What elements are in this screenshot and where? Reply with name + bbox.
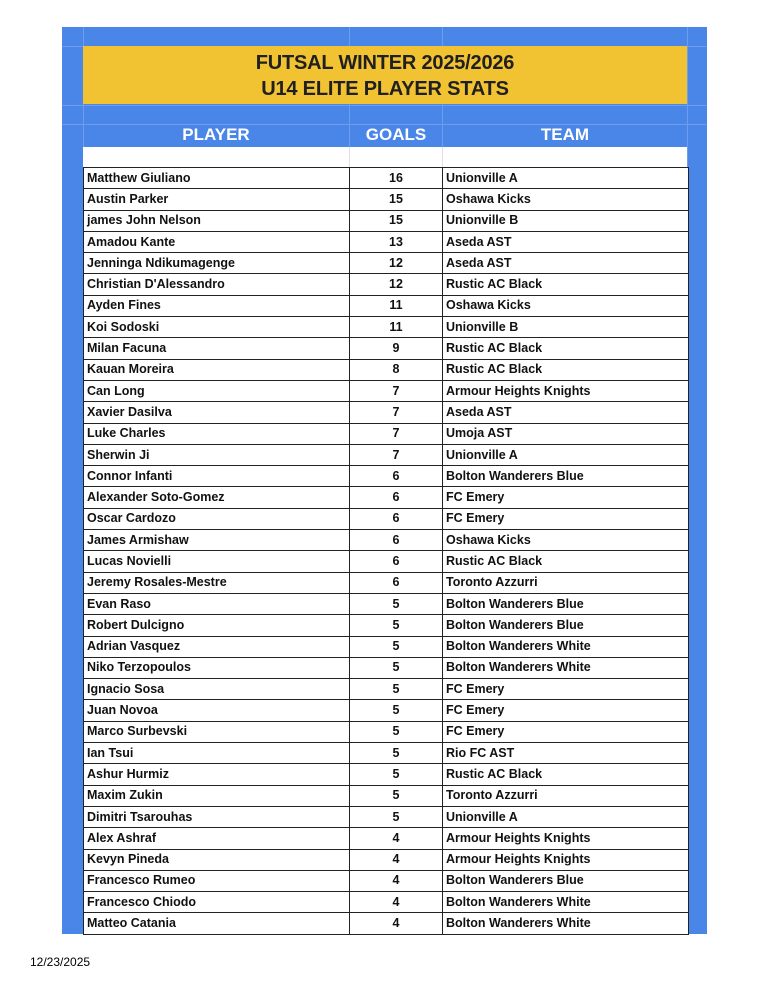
table-row (84, 530, 689, 551)
player-cell: Juan Novoa (84, 700, 350, 721)
goals-cell: 15 (350, 189, 443, 210)
goals-cell: 6 (350, 508, 443, 529)
team-cell: Aseda AST (443, 253, 689, 274)
goals-cell: 12 (350, 274, 443, 295)
player-cell: Adrian Vasquez (84, 636, 350, 657)
team-cell: Rustic AC Black (443, 764, 689, 785)
goals-cell: 11 (350, 317, 443, 338)
team-cell: Rustic AC Black (443, 338, 689, 359)
table-row (84, 487, 689, 508)
goals-cell: 4 (350, 913, 443, 934)
grid-line (62, 105, 707, 106)
team-cell: FC Emery (443, 508, 689, 529)
team-cell: Armour Heights Knights (443, 380, 689, 401)
goals-cell: 6 (350, 572, 443, 593)
goals-cell: 15 (350, 210, 443, 231)
table-row (84, 338, 689, 359)
player-cell: Austin Parker (84, 189, 350, 210)
table-row (84, 700, 689, 721)
table-row (84, 615, 689, 636)
team-cell: Bolton Wanderers White (443, 913, 689, 934)
player-cell: Kauan Moreira (84, 359, 350, 380)
table-row (84, 380, 689, 401)
goals-cell: 7 (350, 444, 443, 465)
goals-cell: 5 (350, 657, 443, 678)
team-cell: FC Emery (443, 487, 689, 508)
table-row (84, 743, 689, 764)
table-row (84, 402, 689, 423)
team-cell: Rustic AC Black (443, 359, 689, 380)
team-cell: Armour Heights Knights (443, 828, 689, 849)
player-cell: James Armishaw (84, 530, 350, 551)
player-cell: Matteo Catania (84, 913, 350, 934)
goals-cell: 16 (350, 168, 443, 189)
team-cell: Toronto Azzurri (443, 785, 689, 806)
table-row (84, 551, 689, 572)
title-line-1: FUTSAL WINTER 2025/2026 (255, 52, 515, 74)
table-row (84, 168, 689, 189)
table-row (84, 466, 689, 487)
goals-cell: 5 (350, 679, 443, 700)
table-row (84, 785, 689, 806)
table-row (84, 849, 689, 870)
team-cell: Unionville B (443, 317, 689, 338)
player-cell: Can Long (84, 380, 350, 401)
print-date: 12/23/2025 (30, 955, 91, 969)
player-cell: Oscar Cardozo (84, 508, 350, 529)
player-cell: Alexander Soto-Gomez (84, 487, 350, 508)
team-cell: Aseda AST (443, 402, 689, 423)
player-cell: Francesco Rumeo (84, 870, 350, 891)
goals-cell: 6 (350, 530, 443, 551)
goals-cell: 6 (350, 487, 443, 508)
player-cell: Connor Infanti (84, 466, 350, 487)
table-row (84, 295, 689, 316)
player-cell: Xavier Dasilva (84, 402, 350, 423)
goals-cell: 5 (350, 785, 443, 806)
header-goals: GOALS (365, 125, 427, 144)
team-cell: FC Emery (443, 679, 689, 700)
team-cell: Aseda AST (443, 231, 689, 252)
table-row (84, 636, 689, 657)
player-cell: Sherwin Ji (84, 444, 350, 465)
goals-cell: 5 (350, 721, 443, 742)
table-row (84, 593, 689, 614)
goals-cell: 7 (350, 423, 443, 444)
team-cell: Bolton Wanderers Blue (443, 870, 689, 891)
goals-cell: 5 (350, 615, 443, 636)
team-cell: Toronto Azzurri (443, 572, 689, 593)
goals-cell: 5 (350, 700, 443, 721)
player-cell: Alex Ashraf (84, 828, 350, 849)
player-cell: Matthew Giuliano (84, 168, 350, 189)
header-team: TEAM (540, 125, 590, 144)
goals-cell: 4 (350, 892, 443, 913)
player-cell: Lucas Novielli (84, 551, 350, 572)
player-cell: Ignacio Sosa (84, 679, 350, 700)
team-cell: FC Emery (443, 721, 689, 742)
team-cell: Rustic AC Black (443, 274, 689, 295)
table-row (84, 913, 689, 934)
goals-cell: 5 (350, 764, 443, 785)
table-row (84, 423, 689, 444)
spreadsheet-page (62, 27, 707, 934)
goals-cell: 6 (350, 551, 443, 572)
player-cell: Robert Dulcigno (84, 615, 350, 636)
player-cell: Luke Charles (84, 423, 350, 444)
team-cell: Bolton Wanderers White (443, 892, 689, 913)
team-cell: Oshawa Kicks (443, 530, 689, 551)
team-cell: Oshawa Kicks (443, 189, 689, 210)
table-row (84, 870, 689, 891)
table-row (84, 572, 689, 593)
table-row (84, 679, 689, 700)
table-row (84, 253, 689, 274)
player-cell: Jenninga Ndikumagenge (84, 253, 350, 274)
team-cell: Umoja AST (443, 423, 689, 444)
header-player: PLAYER (182, 125, 250, 144)
table-row (84, 274, 689, 295)
player-cell: Dimitri Tsarouhas (84, 806, 350, 827)
team-cell: Unionville A (443, 444, 689, 465)
table-row (84, 508, 689, 529)
player-stats-table (83, 167, 689, 935)
team-cell: Unionville A (443, 168, 689, 189)
player-cell: Maxim Zukin (84, 785, 350, 806)
goals-cell: 4 (350, 849, 443, 870)
team-cell: Unionville B (443, 210, 689, 231)
table-row (84, 892, 689, 913)
team-cell: Armour Heights Knights (443, 849, 689, 870)
goals-cell: 5 (350, 743, 443, 764)
player-cell: Koi Sodoski (84, 317, 350, 338)
team-cell: Unionville A (443, 806, 689, 827)
goals-cell: 7 (350, 402, 443, 423)
table-row (84, 189, 689, 210)
blank-row (83, 147, 687, 167)
table-row (84, 444, 689, 465)
player-cell: Niko Terzopoulos (84, 657, 350, 678)
player-cell: Milan Facuna (84, 338, 350, 359)
title-line-2: U14 ELITE PLAYER STATS (261, 78, 509, 100)
table-row (84, 806, 689, 827)
goals-cell: 5 (350, 806, 443, 827)
player-cell: Kevyn Pineda (84, 849, 350, 870)
table-row (84, 231, 689, 252)
table-row (84, 828, 689, 849)
player-cell: Ashur Hurmiz (84, 764, 350, 785)
goals-cell: 9 (350, 338, 443, 359)
goals-cell: 5 (350, 636, 443, 657)
player-cell: Marco Surbevski (84, 721, 350, 742)
team-cell: Bolton Wanderers Blue (443, 593, 689, 614)
team-cell: Bolton Wanderers Blue (443, 466, 689, 487)
player-cell: Christian D'Alessandro (84, 274, 350, 295)
player-cell: Evan Raso (84, 593, 350, 614)
table-row (84, 657, 689, 678)
title-banner (83, 46, 687, 104)
team-cell: Rio FC AST (443, 743, 689, 764)
team-cell: Rustic AC Black (443, 551, 689, 572)
table-row (84, 210, 689, 231)
goals-cell: 6 (350, 466, 443, 487)
team-cell: FC Emery (443, 700, 689, 721)
player-cell: james John Nelson (84, 210, 350, 231)
team-cell: Oshawa Kicks (443, 295, 689, 316)
table-row (84, 359, 689, 380)
goals-cell: 4 (350, 870, 443, 891)
goals-cell: 12 (350, 253, 443, 274)
goals-cell: 8 (350, 359, 443, 380)
goals-cell: 7 (350, 380, 443, 401)
table-row (84, 721, 689, 742)
team-cell: Bolton Wanderers White (443, 657, 689, 678)
table-row (84, 317, 689, 338)
goals-cell: 13 (350, 231, 443, 252)
player-cell: Ian Tsui (84, 743, 350, 764)
goals-cell: 4 (350, 828, 443, 849)
goals-cell: 11 (350, 295, 443, 316)
player-cell: Ayden Fines (84, 295, 350, 316)
table-row (84, 764, 689, 785)
player-cell: Amadou Kante (84, 231, 350, 252)
team-cell: Bolton Wanderers Blue (443, 615, 689, 636)
goals-cell: 5 (350, 593, 443, 614)
player-cell: Jeremy Rosales-Mestre (84, 572, 350, 593)
player-cell: Francesco Chiodo (84, 892, 350, 913)
team-cell: Bolton Wanderers White (443, 636, 689, 657)
